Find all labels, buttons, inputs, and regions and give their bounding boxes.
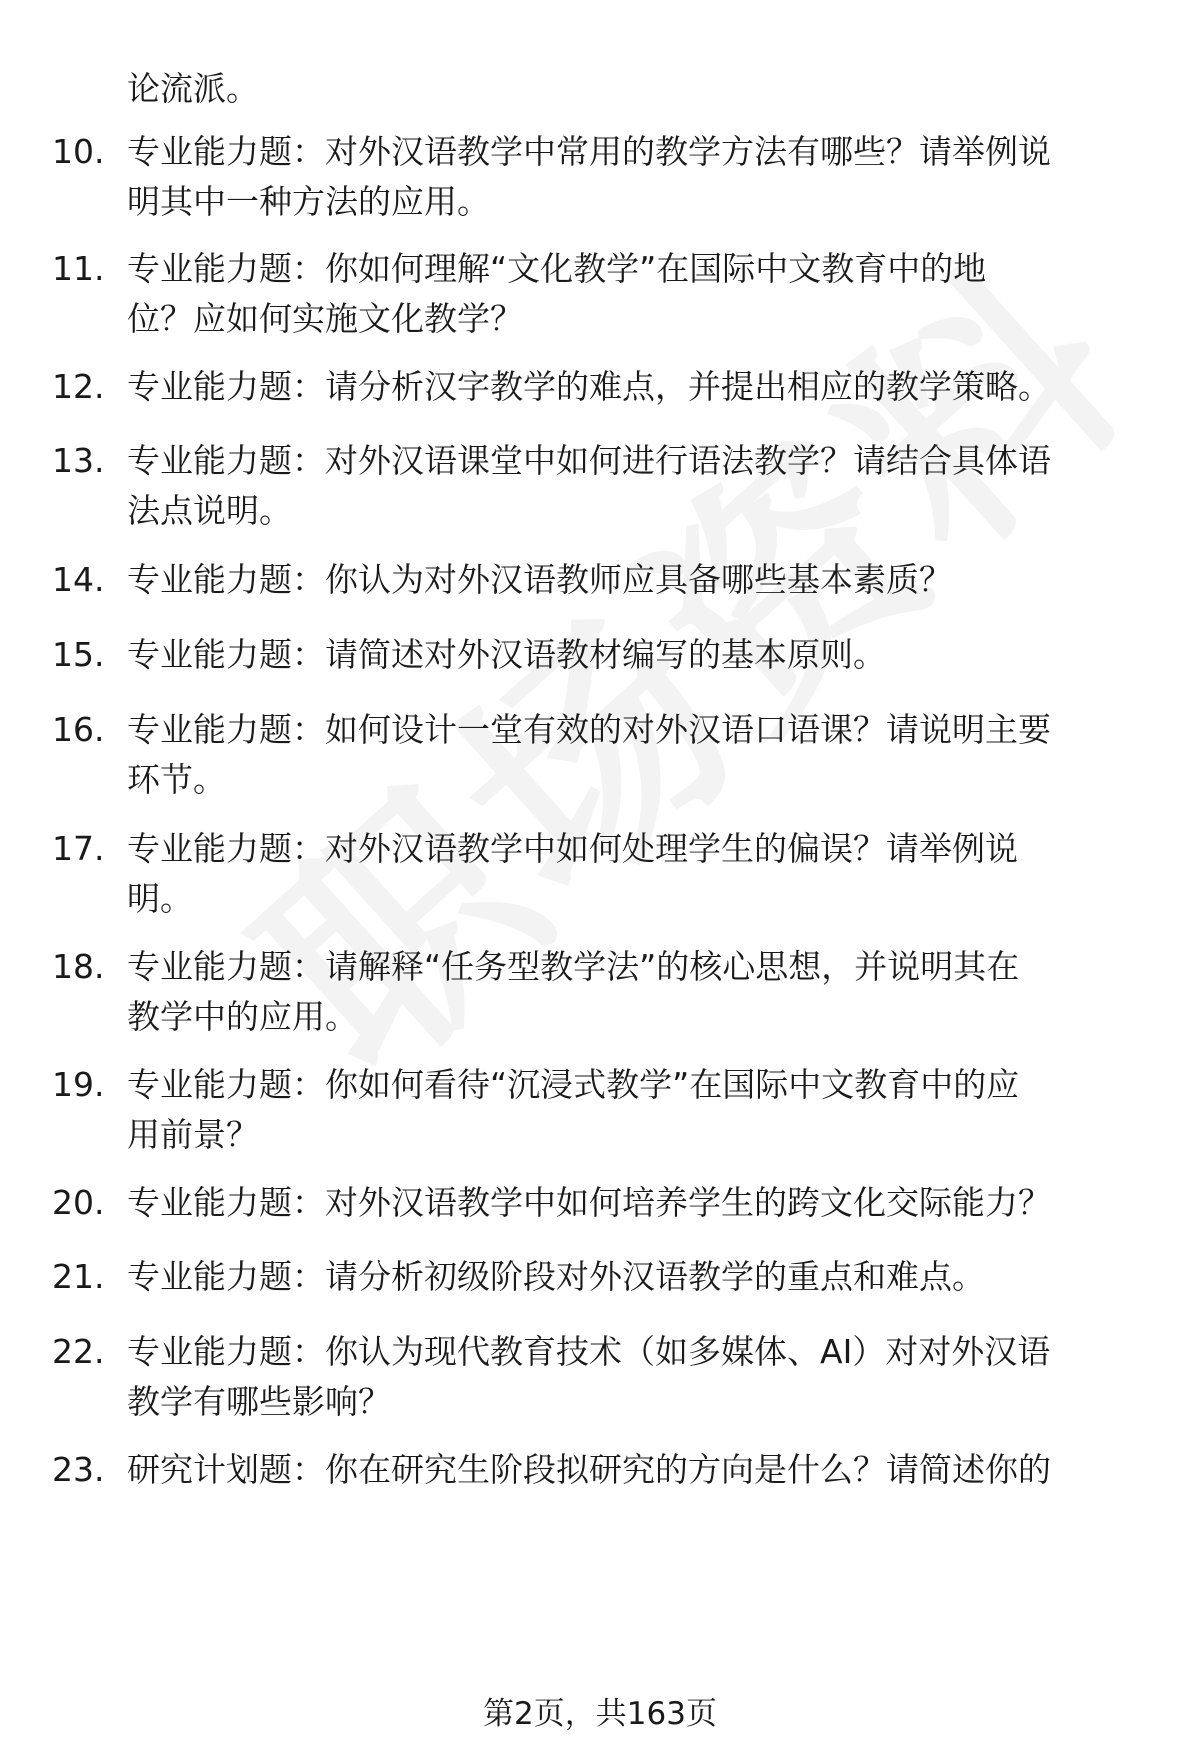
question-text: [127, 127, 1147, 227]
question-line: 专业能力题：请解释“任务型教学法”的核心思想，并说明其在: [127, 947, 1020, 986]
question-line: 专业能力题：请简述对外汉语教材编写的基本原则。: [127, 635, 886, 674]
question-number: 15.: [52, 635, 105, 674]
question-number: 19.: [52, 1065, 105, 1104]
question-line: 明其中一种方法的应用。: [127, 182, 490, 221]
question-line: 专业能力题：对外汉语课堂中如何进行语法教学？请结合具体语: [127, 441, 1051, 480]
question-number: 18.: [52, 947, 105, 986]
page-footer: 第2页，共163页: [483, 1696, 717, 1732]
question-number: 17.: [52, 829, 105, 868]
question-number: 12.: [52, 367, 105, 406]
question-line: 专业能力题：对外汉语教学中如何处理学生的偏误？请举例说: [127, 829, 1018, 868]
question-line: 位？应如何实施文化教学？: [127, 299, 523, 338]
question-line: 专业能力题：请分析汉字教学的难点，并提出相应的教学策略。: [127, 367, 1051, 406]
question-text: [127, 436, 1147, 536]
question-line: 用前景？: [127, 1115, 259, 1154]
question-line: 专业能力题：请分析初级阶段对外汉语教学的重点和难点。: [127, 1257, 985, 1296]
question-text: [127, 1445, 1147, 1495]
question-text: [127, 1327, 1147, 1427]
question-text: [127, 244, 1147, 344]
question-number: 23.: [52, 1450, 105, 1489]
question-line: 研究计划题：你在研究生阶段拟研究的方向是什么？请简述你的: [127, 1450, 1051, 1489]
question-line: 专业能力题：你认为现代教育技术（如多媒体、AI）对对外汉语: [127, 1332, 1051, 1371]
question-number: 11.: [52, 249, 105, 288]
continuation-text: 论流派。: [127, 69, 259, 108]
question-text: [127, 942, 1147, 1042]
question-line: 专业能力题：你认为对外汉语教师应具备哪些基本素质？: [127, 560, 952, 599]
question-number: 10.: [52, 132, 105, 171]
question-number: 14.: [52, 560, 105, 599]
question-number: 21.: [52, 1257, 105, 1296]
question-line: 明。: [127, 879, 193, 918]
question-line: 专业能力题：你如何看待“沉浸式教学”在国际中文教育中的应: [127, 1065, 1020, 1104]
question-line: 环节。: [127, 760, 226, 799]
question-text: [127, 705, 1147, 805]
question-line: 教学有哪些影响？: [127, 1382, 391, 1421]
question-number: 20.: [52, 1183, 105, 1222]
question-line: 专业能力题：对外汉语教学中常用的教学方法有哪些？请举例说: [127, 132, 1051, 171]
question-text: [127, 362, 1147, 412]
question-text: [127, 630, 1147, 680]
question-text: [127, 1178, 1147, 1228]
question-line: 专业能力题：如何设计一堂有效的对外汉语口语课？请说明主要: [127, 710, 1051, 749]
question-line: 法点说明。: [127, 491, 292, 530]
question-number: 22.: [52, 1332, 105, 1371]
question-number: 16.: [52, 710, 105, 749]
question-number: 13.: [52, 441, 105, 480]
question-text: [127, 1252, 1147, 1302]
question-text: [127, 824, 1147, 924]
question-line: 专业能力题：对外汉语教学中如何培养学生的跨文化交际能力？: [127, 1183, 1051, 1222]
question-text: [127, 1060, 1147, 1160]
question-line: 专业能力题：你如何理解“文化教学”在国际中文教育中的地: [127, 249, 987, 288]
question-text: [127, 555, 1147, 605]
question-line: 教学中的应用。: [127, 997, 358, 1036]
